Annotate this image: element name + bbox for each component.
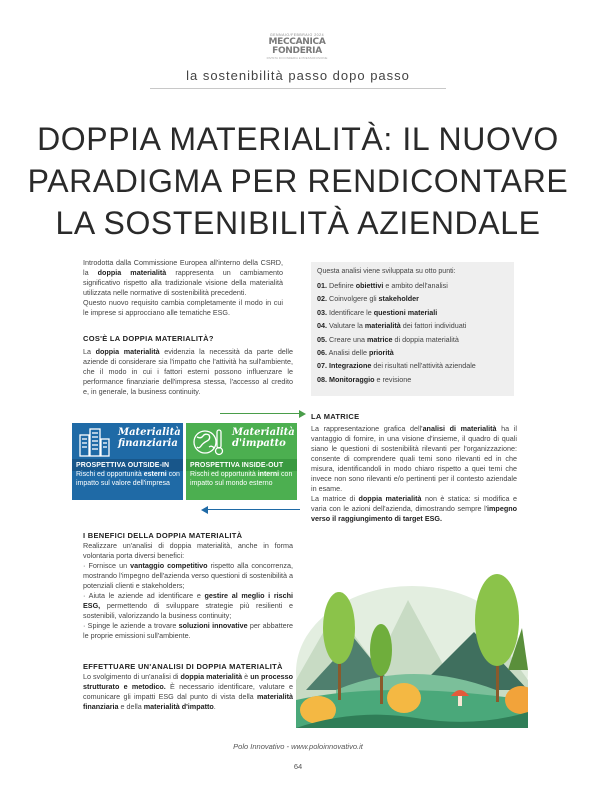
- step-emphasis: matrice: [366, 334, 393, 344]
- benefici-text: · Fornisce un: [83, 561, 131, 570]
- step-emphasis: priorità: [368, 347, 394, 357]
- benefici-text: per abbattere le proprie emissioni sull'ambiente.: [83, 621, 293, 640]
- step-item: [317, 335, 508, 344]
- financial-desc-text: con impatto sul valore dell'impresa: [76, 471, 180, 487]
- effettuare-text: .: [213, 702, 216, 711]
- step-item: [317, 348, 508, 357]
- impact-title-line1: Materialità: [232, 427, 295, 438]
- effettuare-emphasis: materialità d'impatto: [143, 702, 214, 711]
- step-item: [317, 321, 508, 330]
- step-number: 05.: [317, 334, 327, 344]
- step-number: 02.: [317, 294, 327, 304]
- matrice-emphasis: impegno verso il raggiungimento di target ESG.: [311, 504, 517, 523]
- step-number: 08.: [317, 374, 327, 384]
- effettuare-emphasis: doppia materialità: [180, 672, 243, 681]
- globe-thermometer-icon: [191, 427, 225, 457]
- step-text: Coinvolgere gli: [329, 294, 379, 304]
- effettuare-paragraph: [83, 672, 293, 712]
- effettuare-text: È necessario identificare, valutare e comunicare gli impatti ESG dal punto di vista della: [83, 682, 293, 701]
- step-text: dei risultati nell'attività aziendale: [371, 361, 476, 371]
- tree-left: [323, 592, 355, 664]
- benefici-item: [83, 621, 293, 641]
- step-emphasis: stakeholder: [378, 294, 419, 304]
- effettuare-text: è: [242, 672, 251, 681]
- article-headline: [20, 118, 576, 244]
- masthead-issue: GENNAIO/FEBBRAIO 2024: [269, 33, 325, 37]
- step-emphasis: Monitoraggio: [329, 374, 375, 384]
- masthead-name-line2: FONDERIA: [272, 46, 322, 56]
- benefici-emphasis: vantaggio competitivo: [130, 561, 208, 570]
- matrice-emphasis: doppia materialità: [358, 494, 422, 503]
- step-emphasis: questioni materiali: [373, 307, 438, 317]
- effettuare-heading: EFFETTUARE UN'ANALISI DI DOPPIA MATERIALITÀ: [83, 662, 283, 671]
- benefici-text: · Spinge le aziende a trovare: [83, 621, 179, 630]
- impact-title: [232, 427, 294, 449]
- matrice-text: La rappresentazione grafica dell': [311, 424, 423, 433]
- financial-perspective-label: PROSPETTIVA OUTSIDE-IN: [76, 462, 170, 469]
- step-item: [317, 281, 508, 290]
- step-number: 01.: [317, 281, 327, 290]
- step-item: [317, 294, 508, 303]
- matrice-text: ha il vantaggio di fornire, in una visione d'insieme, il quadro di quali siano le questioni di sostenibilità rilevanti per l'organizzazione: consente di comprendere quali temi sono rilevanti ed in che misura, identificandoli in modo chiaro rispetto a quei temi che invece non sono rilevanti e/o pertinenti per il contesto aziendale in esame.: [311, 424, 517, 493]
- section-divider: [150, 88, 446, 89]
- benefici-lead: Realizzare un'analisi di doppia materialità, anche in forma volontaria porta diversi benefici:: [83, 541, 293, 560]
- intro-text: rappresenta un cambiamento significativo rispetto alla tradizionale visione della materialità utilizzata nelle normative di sostenibilità precedenti.: [83, 268, 283, 297]
- section-label: la sostenibilità passo dopo passo: [186, 68, 410, 83]
- effettuare-emphasis: materialità finanziaria: [83, 692, 293, 711]
- steps-lead: Questa analisi viene sviluppata su otto punti:: [317, 268, 456, 275]
- intro-text: Introdotta dalla Commissione Europea all'interno della CSRD, la: [83, 258, 283, 277]
- effettuare-text: e della: [118, 702, 144, 711]
- step-text: Creare una: [329, 334, 367, 344]
- impact-desc-text: con impatto sul mondo esterno: [190, 471, 293, 487]
- matrice-paragraph: [311, 424, 517, 524]
- step-number: 07.: [317, 361, 327, 371]
- step-text: Valutare la: [329, 321, 365, 331]
- benefici-item: [83, 591, 293, 621]
- step-text: Definire: [329, 281, 356, 290]
- steps-box: [311, 262, 514, 396]
- benefici-emphasis: gestire al meglio i rischi ESG,: [83, 591, 293, 610]
- masthead-logo: [266, 33, 328, 60]
- financial-desc-text: Rischi ed opportunità: [76, 471, 144, 478]
- impact-materiality-box: [186, 423, 297, 500]
- step-emphasis: Integrazione: [329, 361, 372, 371]
- step-item: [317, 308, 508, 317]
- step-number: 06.: [317, 347, 327, 357]
- impact-perspective-label: PROSPETTIVA INSIDE-OUT: [190, 462, 284, 469]
- financial-title-line1: Materialità: [118, 427, 181, 438]
- benefici-item: [83, 561, 293, 591]
- step-emphasis: materialità: [364, 321, 401, 331]
- financial-desc-emphasis: esterni: [143, 471, 167, 478]
- step-item: [317, 361, 508, 370]
- effettuare-text: Lo svolgimento di un'analisi di: [83, 672, 181, 681]
- bush-orange: [387, 683, 421, 713]
- cose-heading: COS'È LA DOPPIA MATERIALITÀ?: [83, 334, 214, 343]
- headline-line3: LA SOSTENIBILITÀ AZIENDALE: [55, 205, 541, 241]
- step-emphasis: obiettivi: [355, 281, 384, 290]
- step-text: e revisione: [374, 374, 412, 384]
- buildings-icon: [77, 427, 111, 457]
- headline-line1: DOPPIA MATERIALITÀ: IL NUOVO: [37, 121, 559, 157]
- benefici-text: · Aiuta le aziende ad identificare e: [83, 591, 205, 600]
- step-text: Identificare le: [329, 307, 374, 317]
- step-number: 04.: [317, 321, 327, 331]
- financial-materiality-box: [72, 423, 183, 500]
- step-item: [317, 375, 508, 384]
- cose-text: La: [83, 347, 96, 356]
- cose-paragraph: [83, 347, 293, 397]
- financial-title-line2: finanziaria: [118, 438, 178, 449]
- page-number: 64: [293, 762, 303, 771]
- matrice-text: La matrice di: [311, 494, 359, 503]
- left-arrow-icon: [204, 509, 300, 510]
- right-arrow-icon: [220, 413, 304, 414]
- benefici-paragraph: [83, 541, 293, 641]
- masthead-tagline: RIVISTA DI FONDERIA E PRESSOFUSIONE: [266, 56, 328, 60]
- impact-desc-emphasis: interni: [257, 471, 280, 478]
- intro-paragraph: [83, 258, 283, 318]
- intro-emphasis: doppia materialità: [97, 268, 167, 277]
- nature-illustration: [296, 540, 528, 728]
- intro-text-2: Questo nuovo requisito cambia completamente il modo in cui le imprese si approcciano alle tematiche ESG.: [83, 298, 283, 317]
- impact-title-line2: d'impatto: [232, 438, 286, 449]
- masthead-name-line1: MECCANICA: [268, 37, 326, 47]
- matrice-emphasis: analisi di materialità: [422, 424, 497, 433]
- financial-title: [118, 427, 180, 449]
- impact-desc-text: Rischi ed opportunità: [190, 471, 258, 478]
- step-number: 03.: [317, 307, 327, 317]
- cose-emphasis: doppia materialità: [95, 347, 160, 356]
- step-text: di doppia materialità: [392, 334, 459, 344]
- benefici-text: rispetto alla concorrenza, mostrando l'impegno dell'azienda verso questioni di sostenibilità a potenziali clienti e stakeholders;: [83, 561, 293, 590]
- benefici-heading: I BENEFICI DELLA DOPPIA MATERIALITÀ: [83, 531, 243, 540]
- step-text: Analisi delle: [328, 347, 369, 357]
- financial-description: [76, 471, 180, 488]
- footer-credit: Polo Innovativo - www.poloinnovativo.it: [233, 742, 363, 751]
- benefici-text: permettendo di sviluppare strategie più resilienti e sostenibili, valorizzando la business continuity;: [83, 601, 293, 620]
- headline-line2: PARADIGMA PER RENDICONTARE: [27, 163, 569, 199]
- benefici-emphasis: soluzioni innovative: [178, 621, 248, 630]
- cose-text: evidenzia la necessità da parte delle aziende di considerare sia l'impatto che l'attività ha sull'ambiente, che il modo in cui i fattori esterni possono influenzare le performance finanziarie dell'impresa stessa, l'accesso al credito e, in generale, la business continuity.: [83, 347, 293, 396]
- step-text: dei fattori individuati: [400, 321, 467, 331]
- matrice-heading: LA MATRICE: [311, 412, 360, 421]
- impact-description: [190, 471, 294, 488]
- tree-right: [475, 574, 519, 666]
- matrice-text: non è statica: si modifica e varia con le azioni dell'azienda, dimostrando sempre l': [311, 494, 517, 513]
- effettuare-emphasis: un processo strutturato e metodico.: [83, 672, 293, 691]
- step-text: e ambito dell'analisi: [383, 281, 448, 290]
- tree-center-left: [370, 624, 392, 676]
